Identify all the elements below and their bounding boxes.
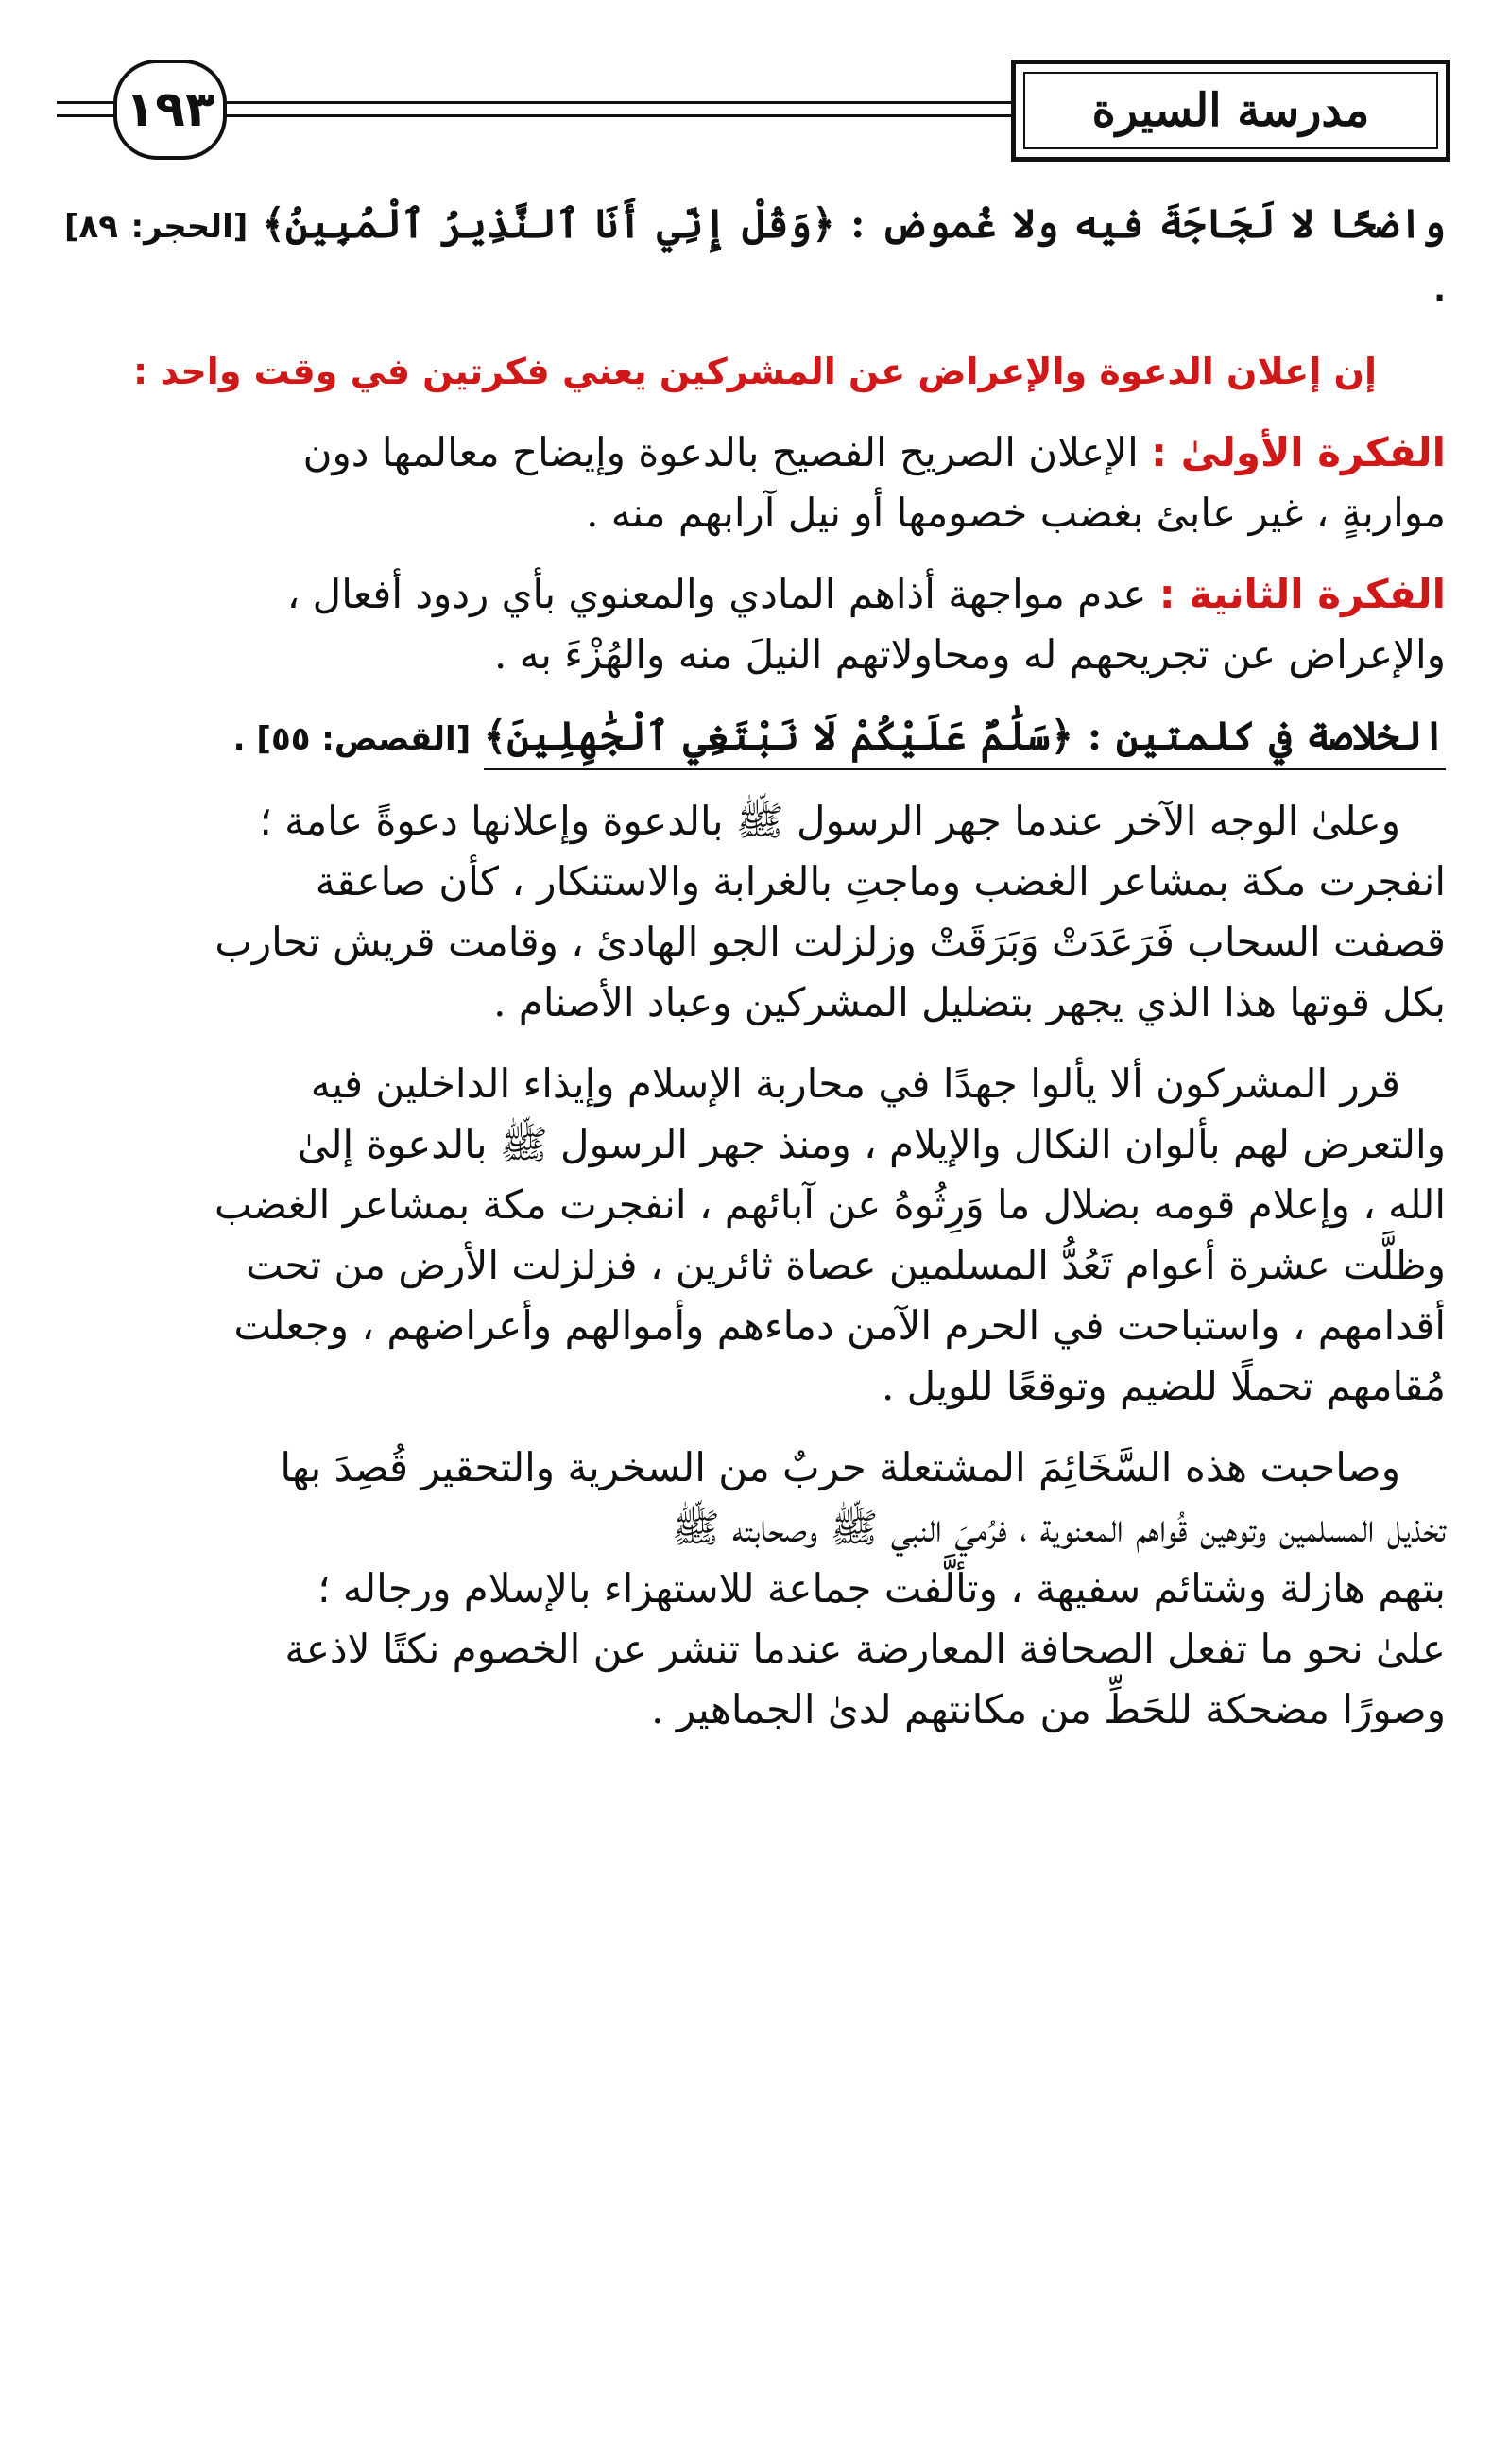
quote-text: واضحًا لا لَجَاجَةَ فيه ولا غُموض : ﴿وَقُلْ إِنِّي أَنَا ٱلنَّذِيرُ ٱلْمُبِينُ﴾ [262, 200, 1446, 247]
paragraph-line: وظلَّت عشرة أعوام تَعُدُّ المسلمين عصاة ثائرين ، فزلزلت الأرض من تحت [246, 1242, 1446, 1288]
paragraph-line: وصورًا مضحكة للحَطِّ من مكانتهم لدىٰ الجماهير . [651, 1686, 1446, 1732]
idea-one-line: مواربةٍ ، غير عابئ بغضب خصومها أو نيل آرابهم منه . [586, 490, 1446, 536]
paragraph-line: بكل قوتها هذا الذي يجهر بتضليل المشركين وعباد الأصنام . [493, 979, 1446, 1025]
idea-two-label: الفكرة الثانية : [1158, 571, 1446, 617]
idea-one-label: الفكرة الأولىٰ : [1151, 429, 1446, 475]
idea-two-line: والإعراض عن تجريحهم له ومحاولاتهم النيلَ منه والهُزْءَ به . [494, 631, 1446, 678]
idea-one-line [64, 422, 1446, 483]
header-rule [217, 101, 1011, 104]
page-number-frame [113, 60, 227, 160]
paragraph-line: وعلىٰ الوجه الآخر عندما جهر الرسول ﷺ بالدعوة وإعلانها دعوةً عامة ؛ [259, 798, 1400, 844]
paragraph-3 [64, 1438, 1446, 1740]
paragraph-line: قصفت السحاب فَرَعَدَتْ وَبَرَقَتْ وزلزلت الجو الهادئ ، وقامت قريش تحارب [214, 919, 1446, 965]
summary-line [64, 706, 1446, 770]
header-rule [217, 114, 1011, 117]
running-title: مدرسة السيرة [1091, 84, 1370, 137]
paragraph-line: وصاحبت هذه السَّخَائِمَ المشتعلة حربٌ من السخرية والتحقير قُصِدَ بها [280, 1444, 1400, 1490]
idea-two [64, 564, 1446, 685]
summary-text: الخلاصة في كلمتين : ﴿سَلَٰمٌ عَلَيْكُمْ لَا نَبْتَغِي ٱلْجَٰهِلِينَ﴾ [484, 706, 1446, 770]
paragraph-line: والتعرض لهم بألوان النكال والإيلام ، ومنذ جهر الرسول ﷺ بالدعوة إلىٰ [297, 1121, 1446, 1167]
idea-two-text: عدم مواجهة أذاهم المادي والمعنوي بأي ردود أفعال ، [286, 571, 1147, 617]
paragraph-line: تخذيل المسلمين وتوهين قُواهم المعنوية ، فرُميَ النبي ﷺ وصحابته ﷺ [671, 1505, 1446, 1551]
paragraph-1 [64, 791, 1446, 1033]
page-content [64, 194, 1446, 1740]
paragraph-line: علىٰ نحو ما تفعل الصحافة المعارضة عندما تنشر عن الخصوم نكتًا لاذعة [284, 1626, 1446, 1672]
paragraph-line: أقدامهم ، واستباحت في الحرم الآمن دماءهم وأموالهم وأعراضهم ، وجعلت [233, 1302, 1446, 1349]
red-heading: إن إعلان الدعوة والإعراض عن المشركين يعني فكرتين في وقت واحد : [133, 351, 1377, 392]
paragraph-line: الله ، وإعلام قومه بضلال ما وَرِثُوهُ عن آبائهم ، انفجرت مكة بمشاعر الغضب [214, 1181, 1446, 1228]
paragraph-2 [64, 1054, 1446, 1417]
paragraph-line: قرر المشركون ألا يألوا جهدًا في محاربة الإسلام وإيذاء الداخلين فيه [310, 1060, 1400, 1107]
idea-two-line [64, 564, 1446, 625]
verse-reference: [القصص: ٥٥] . [232, 720, 472, 758]
paragraph-line: مُقامهم تحملًا للضيم وتوقعًا للويل . [881, 1363, 1446, 1409]
page-header [57, 52, 1450, 161]
idea-one-text: الإعلان الصريح الفصيح بالدعوة وإيضاح معالمها دون [302, 429, 1139, 475]
idea-one [64, 422, 1446, 543]
page-number: ١٩٣ [125, 81, 215, 138]
quote-line [64, 194, 1446, 320]
paragraph-line: بتهم هازلة وشتائم سفيهة ، وتألَّفت جماعة للاستهزاء بالإسلام ورجاله ؛ [317, 1565, 1446, 1611]
verse-reference: [الحجر: ٨٩] . [64, 208, 1446, 309]
paragraph-line: انفجرت مكة بمشاعر الغضب وماجتِ بالغرابة والاستنكار ، كأن صاعقة [315, 858, 1446, 905]
running-title-frame [1011, 60, 1450, 162]
